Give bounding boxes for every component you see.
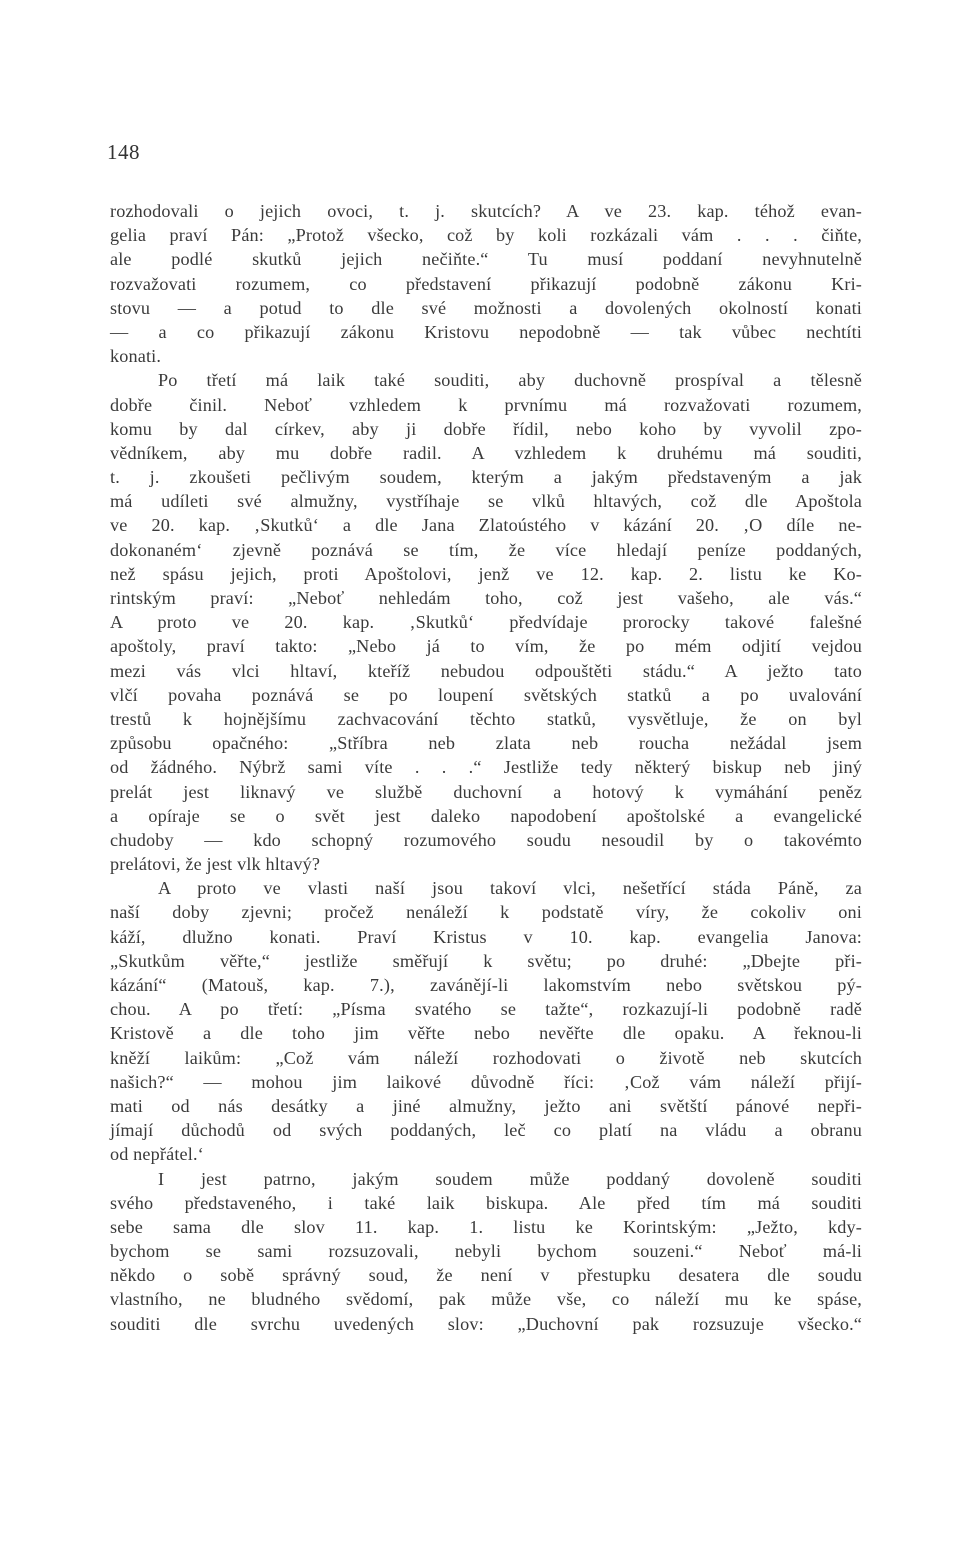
text-line: rintským praví: „Neboť nehledám toho, což jest vašeho, ale vás.“ [110,588,862,608]
text-line: našich?“ — mohou jim laikové důvodně říci: ‚Což vám náleží přijí- [110,1071,862,1092]
text-line: prelát jest liknavý ve službě duchovní a hotový k vymáhání peněz [110,781,862,802]
text-line: vědníkem, aby mu dobře radil. A vzhledem k druhému má souditi, [110,442,862,463]
text-line: „Skutkům věřte,“ jestliže směřují k světu; po druhé: „Dbejte při- [110,950,862,971]
text-line: jímají důchodů od svých poddaných, leč co platí na vládu a obranu [110,1120,862,1141]
text-line: vlastního, ne bludného svědomí, pak může vše, co náleží mu ke spáse, [110,1289,862,1310]
text-line: kněží laikům: „Což vám náleží rozhodovati o životě neb skutcích [110,1047,862,1068]
page-number: 148 [107,140,140,164]
text-line: komu by dal církev, aby ji dobře řídil, nebo koho by vyvolil zpo- [110,418,862,439]
text-line: A proto ve 20. kap. ‚Skutků‘ předvídaje prorocky takové falešné [110,612,862,633]
text-line: trestů k hojnějšímu zachvacování těchto statků, vysvětluje, že on byl [110,708,862,729]
text-line: mezi vás vlci hltaví, kteříž nebudou odpouštěti stádu.“ A ježto tato [110,660,862,681]
text-line: od nepřátel.‘ [110,1144,204,1165]
text-line: souditi dle svrchu uvedených slov: „Duchovní pak rozsuzuje všecko.“ [110,1313,862,1334]
text-line: od žádného. Nýbrž sami víte . . .“ Jestliže tedy některý biskup neb jiný [110,757,862,778]
text-line: stovu — a potud to dle své možnosti a dovolených okolností konati [110,297,862,318]
text-line: — a co přikazují zákonu Kristovu nepodobně — tak vůbec nechtíti [110,321,862,342]
text-line: způsobu opačného: „Stříbra neb zlata neb roucha nežádal jsem [110,733,862,754]
text-line: svého představeného, i také laik biskupa. Ale před tím má souditi [110,1192,862,1213]
text-line: ve 20. kap. ‚Skutků‘ a dle Jana Zlatoústého v kázání 20. ‚O díle ne- [110,515,862,536]
text-line: gelia praví Pán: „Protož všecko, což by koli rozkázali vám . . . čiňte, [110,225,862,246]
text-line: má udíleti své almužny, vystříhaje se vlků hltavých, což dle Apoštola [110,491,862,512]
text-line: Kristově a dle toho jim věřte nebo nevěřte dle opaku. A řeknou-li [110,1023,862,1044]
text-line: vlčí povaha poznává se po loupení světských statků a po uvalování [110,684,862,705]
text-line: bychom se sami rozsuzovali, nebyli bychom souzeni.“ Neboť má-li [110,1241,862,1262]
text-line: dobře činil. Neboť vzhledem k prvnímu má rozvažovati rozumem, [110,394,862,415]
text-line: někdo o sobě správný soud, že není v přestupku desatera dle soudu [110,1265,862,1286]
body-text [110,199,862,1336]
text-line: káží, dlužno konati. Praví Kristus v 10. kap. evangelia Janova: [110,926,862,947]
text-line: I jest patrno, jakým soudem může poddaný dovoleně souditi [158,1168,862,1189]
text-line: mati od nás desátky a jiné almužny, ježto ani světští pánové nepři- [110,1095,862,1116]
text-line: rozvažovati rozumem, co představení přikazují podobně zákonu Kri- [110,273,862,294]
text-line: dokonaném‘ zjevně poznává se tím, že více hledají peníze poddaných, [110,539,862,560]
text-line: chudoby — kdo schopný rozumového soudu nesoudil by o takovémto [110,829,862,850]
text-line: t. j. zkoušeti pečlivým soudem, kterým a jakým představeným a jak [110,467,862,488]
text-line: naší doby zjevni; pročež nenáleží k podstatě víry, že cokoliv oni [110,902,862,923]
text-line: ale podlé skutků jejich nečiňte.“ Tu musí poddaní nevyhnutelně [110,249,862,270]
text-line: Po třetí má laik také souditi, aby duchovně prospíval a tělesně [158,370,862,391]
text-line: konati. [110,346,162,367]
text-line: rozhodovali o jejich ovoci, t. j. skutcích? A ve 23. kap. téhož evan- [110,201,862,221]
text-line: a opíraje se o svět jest daleko napodobení apoštolské a evangelické [110,805,862,826]
text-line: A proto ve vlasti naší jsou takoví vlci, nešetřící stáda Páně, za [158,878,862,899]
text-line: sebe sama dle slov 11. kap. 1. listu ke Korintským: „Ježto, kdy- [110,1216,862,1237]
text-line: prelátovi, že jest vlk hltavý? [110,854,321,875]
text-line: chou. A po třetí: „Písma svatého se tažte“, rozkazují-li podobně radě [110,999,862,1020]
text-line: než spásu jejich, proti Apoštolovi, jenž ve 12. kap. 2. listu ke Ko- [110,563,862,584]
text-line: apoštoly, praví takto: „Nebo já to vím, že po mém odjití vejdou [110,636,862,657]
text-line: kázání“ (Matouš, kap. 7.), zavánějí-li lakomstvím nebo světskou pý- [110,975,862,995]
